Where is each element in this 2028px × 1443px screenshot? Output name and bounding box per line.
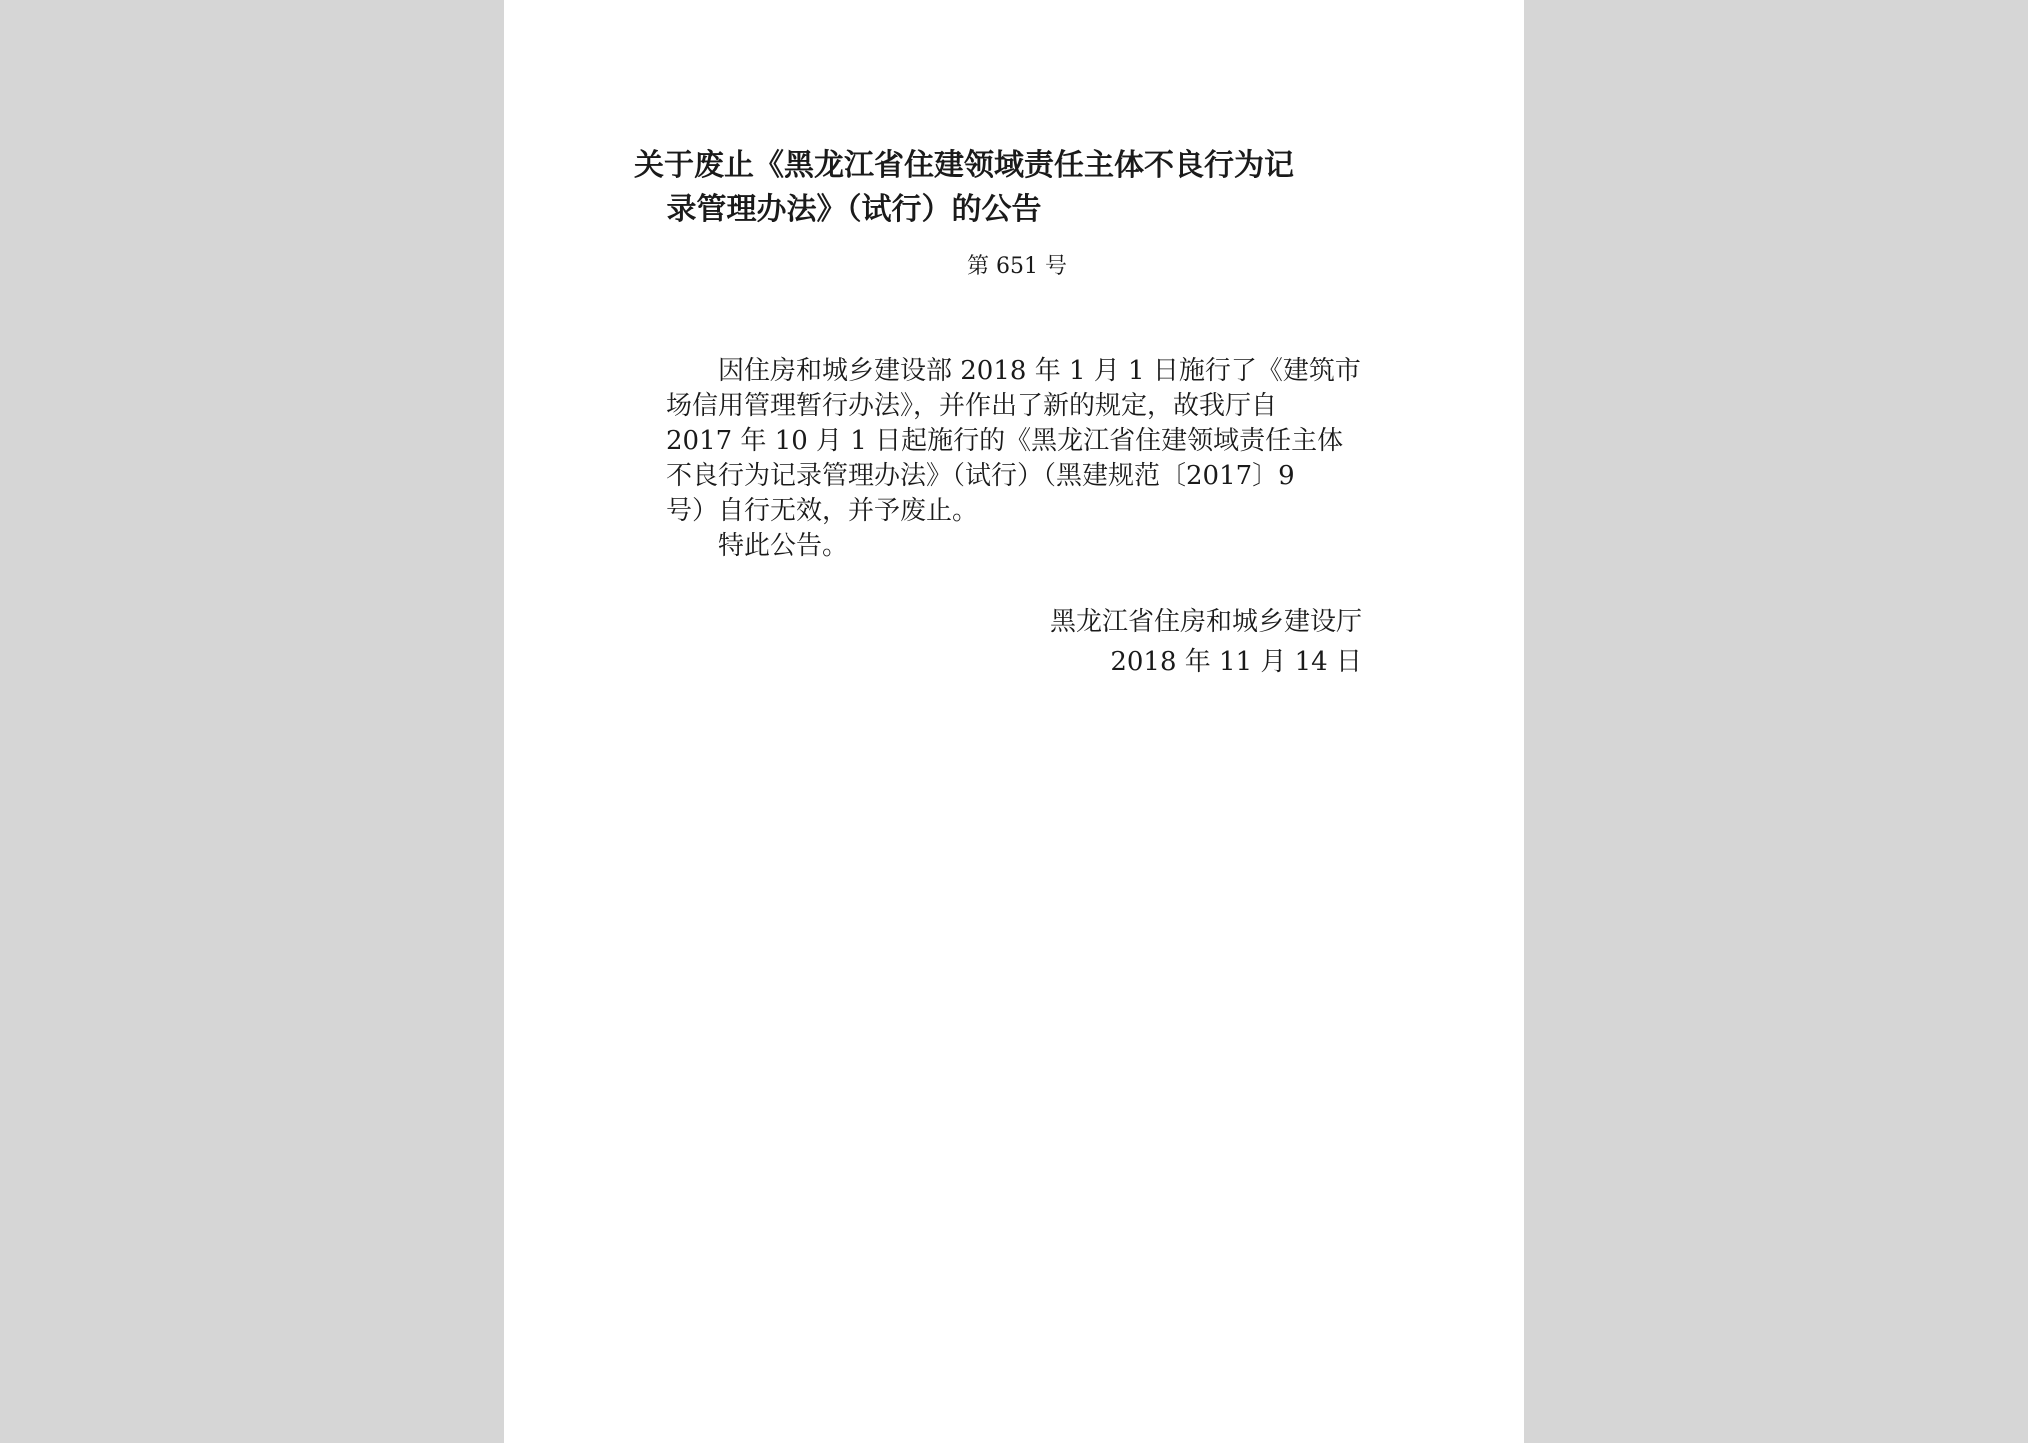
body-paragraph: [666, 354, 1366, 529]
closing-paragraph: [666, 529, 1366, 564]
body-line: 号）自行无效，并予废止。: [666, 496, 979, 526]
issue-date: 2018 年 11 月 14 日: [1110, 647, 1362, 677]
issuer-name: 黑龙江省住房和城乡建设厅: [1049, 607, 1362, 637]
closing-line: 特此公告。: [718, 531, 849, 561]
document-page: [504, 0, 1524, 1443]
document-title: [634, 144, 1294, 232]
title-line: 关于废止《黑龙江省住建领域责任主体不良行为记: [634, 148, 1294, 183]
title-line: 录管理办法》（试行）的公告: [666, 192, 1042, 227]
document-body: [666, 354, 1366, 564]
body-line: 因住房和城乡建设部 2018 年 1 月 1 日施行了《建筑市: [718, 356, 1361, 386]
body-line: 不良行为记录管理办法》（试行）（黑建规范〔2017〕9: [666, 461, 1295, 491]
signature-block: [1050, 602, 1362, 682]
body-line: 场信用管理暂行办法》，并作出了新的规定，故我厅自: [666, 391, 1278, 421]
body-line: 2017 年 10 月 1 日起施行的《黑龙江省住建领域责任主体: [666, 426, 1344, 456]
document-number: 第 651 号: [967, 254, 1067, 279]
